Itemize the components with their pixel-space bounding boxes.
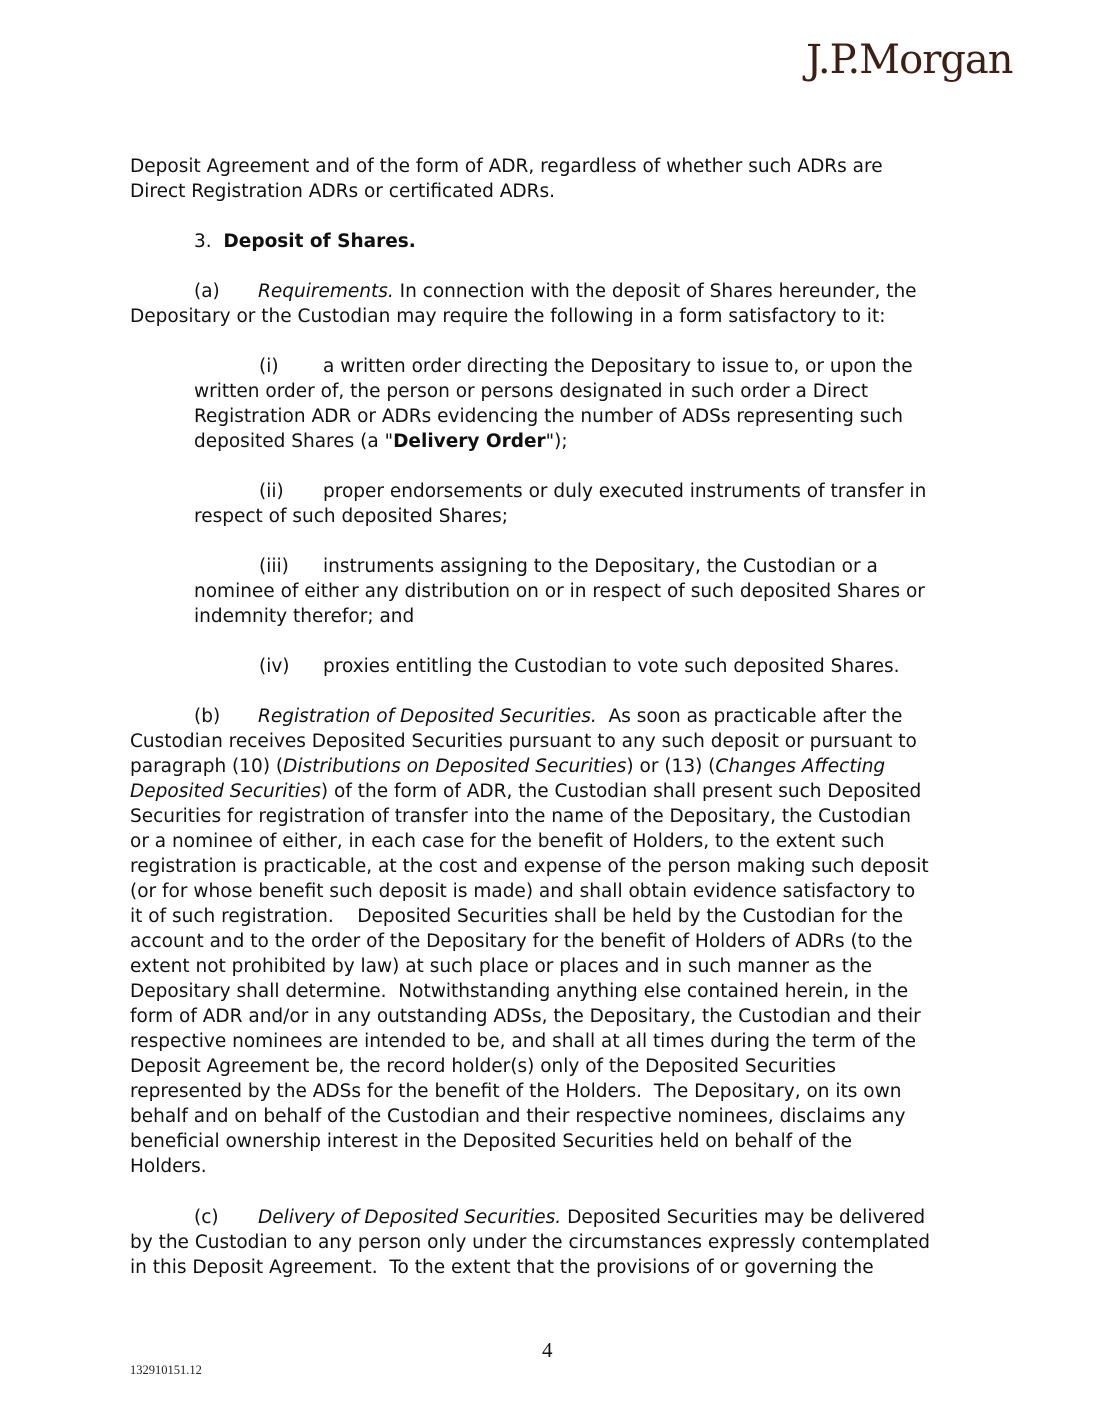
item-first-line: instruments assigning to the Depositary, the Custodian or a <box>323 556 878 577</box>
para-label: (b) <box>194 706 221 727</box>
para-b-line: form of ADR and/or in any outstanding ADSs, the Depositary, the Custodian and their <box>130 1006 921 1027</box>
para-b-heading-line: Registration of Deposited Securities. As soon as practicable after the <box>258 706 903 727</box>
item-label: (iii) <box>259 556 289 577</box>
jpmorgan-logo: J.P.Morgan <box>806 37 1013 83</box>
item-line: indemnity therefor; and <box>194 606 415 627</box>
section-number: 3. <box>194 231 212 252</box>
item-label: (i) <box>259 356 279 377</box>
intro-line: Direct Registration ADRs or certificated ADRs. <box>130 181 556 202</box>
defined-term: Delivery Order <box>393 431 546 452</box>
para-b-line: registration is practicable, at the cost and expense of the person making such deposit <box>130 856 929 877</box>
para-b-line: account and to the order of the Depositary for the benefit of Holders of ADRs (to the <box>130 931 913 952</box>
page-number: 4 <box>542 1338 553 1362</box>
item-first-line: a written order directing the Depositary to issue to, or upon the <box>323 356 913 377</box>
item-line: nominee of either any distribution on or in respect of such deposited Shares or <box>194 581 925 602</box>
para-b-line: Deposit Agreement be, the record holder(s) only of the Deposited Securities <box>130 1056 837 1077</box>
para-b-line: or a nominee of either, in each case for the benefit of Holders, to the extent such <box>130 831 885 852</box>
para-a-line: Depositary or the Custodian may require the following in a form satisfactory to it: <box>130 306 886 327</box>
document-id: 132910151.12 <box>130 1363 202 1377</box>
item-line: Registration ADR or ADRs evidencing the number of ADSs representing such <box>194 406 903 427</box>
para-b-line: behalf and on behalf of the Custodian and their respective nominees, disclaims any <box>130 1106 906 1127</box>
para-a-first-line <box>194 279 220 304</box>
para-b-line: Deposited Securities) of the form of ADR, the Custodian shall present such Deposited <box>130 781 922 802</box>
item-last-line: deposited Shares (a "Delivery Order"); <box>194 431 568 452</box>
para-b-line: Depositary shall determine. Notwithstanding anything else contained herein, in the <box>130 981 909 1002</box>
item-line: written order of, the person or persons designated in such order a Direct <box>194 381 869 402</box>
para-b-line: extent not prohibited by law) at such place or places and in such manner as the <box>130 956 873 977</box>
para-a-heading-line: Requirements. In connection with the deposit of Shares hereunder, the <box>258 281 917 302</box>
para-b-line: paragraph (10) (Distributions on Deposited Securities) or (13) (Changes Affecting <box>130 756 886 777</box>
para-c-heading-line: Delivery of Deposited Securities. Deposited Securities may be delivered <box>258 1207 926 1228</box>
para-heading: Requirements. <box>258 281 394 302</box>
para-b-line: Custodian receives Deposited Securities pursuant to any such deposit or pursuant to <box>130 731 917 752</box>
item-line: respect of such deposited Shares; <box>194 506 508 527</box>
para-b-line: it of such registration. Deposited Securities shall be held by the Custodian for the <box>130 906 903 927</box>
para-c-line: in this Deposit Agreement. To the extent that the provisions of or governing the <box>130 1257 874 1278</box>
item-label: (ii) <box>259 481 284 502</box>
item-first-line: proper endorsements or duly executed instruments of transfer in <box>323 481 927 502</box>
section-title: Deposit of Shares. <box>223 231 416 252</box>
para-b-line: represented by the ADSs for the benefit of the Holders. The Depositary, on its own <box>130 1081 902 1102</box>
para-b-line: Holders. <box>130 1156 207 1177</box>
para-b-line: respective nominees are intended to be, and shall at all times during the term of the <box>130 1031 916 1052</box>
item-label: (iv) <box>259 656 290 677</box>
para-b-line: (or for whose benefit such deposit is made) and shall obtain evidence satisfactory to <box>130 881 916 902</box>
para-label: (c) <box>194 1207 219 1228</box>
section-heading <box>194 229 416 254</box>
para-heading: Delivery of Deposited Securities. <box>258 1207 562 1228</box>
para-heading: Registration of Deposited Securities. <box>258 706 597 727</box>
item-first-line: proxies entitling the Custodian to vote such deposited Shares. <box>323 656 900 677</box>
para-b-line: Securities for registration of transfer into the name of the Depositary, the Custodian <box>130 806 911 827</box>
para-label: (a) <box>194 281 220 302</box>
para-c-line: by the Custodian to any person only under the circumstances expressly contemplated <box>130 1232 930 1253</box>
para-b-line: beneficial ownership interest in the Deposited Securities held on behalf of the <box>130 1131 853 1152</box>
intro-line: Deposit Agreement and of the form of ADR, regardless of whether such ADRs are <box>130 156 883 177</box>
